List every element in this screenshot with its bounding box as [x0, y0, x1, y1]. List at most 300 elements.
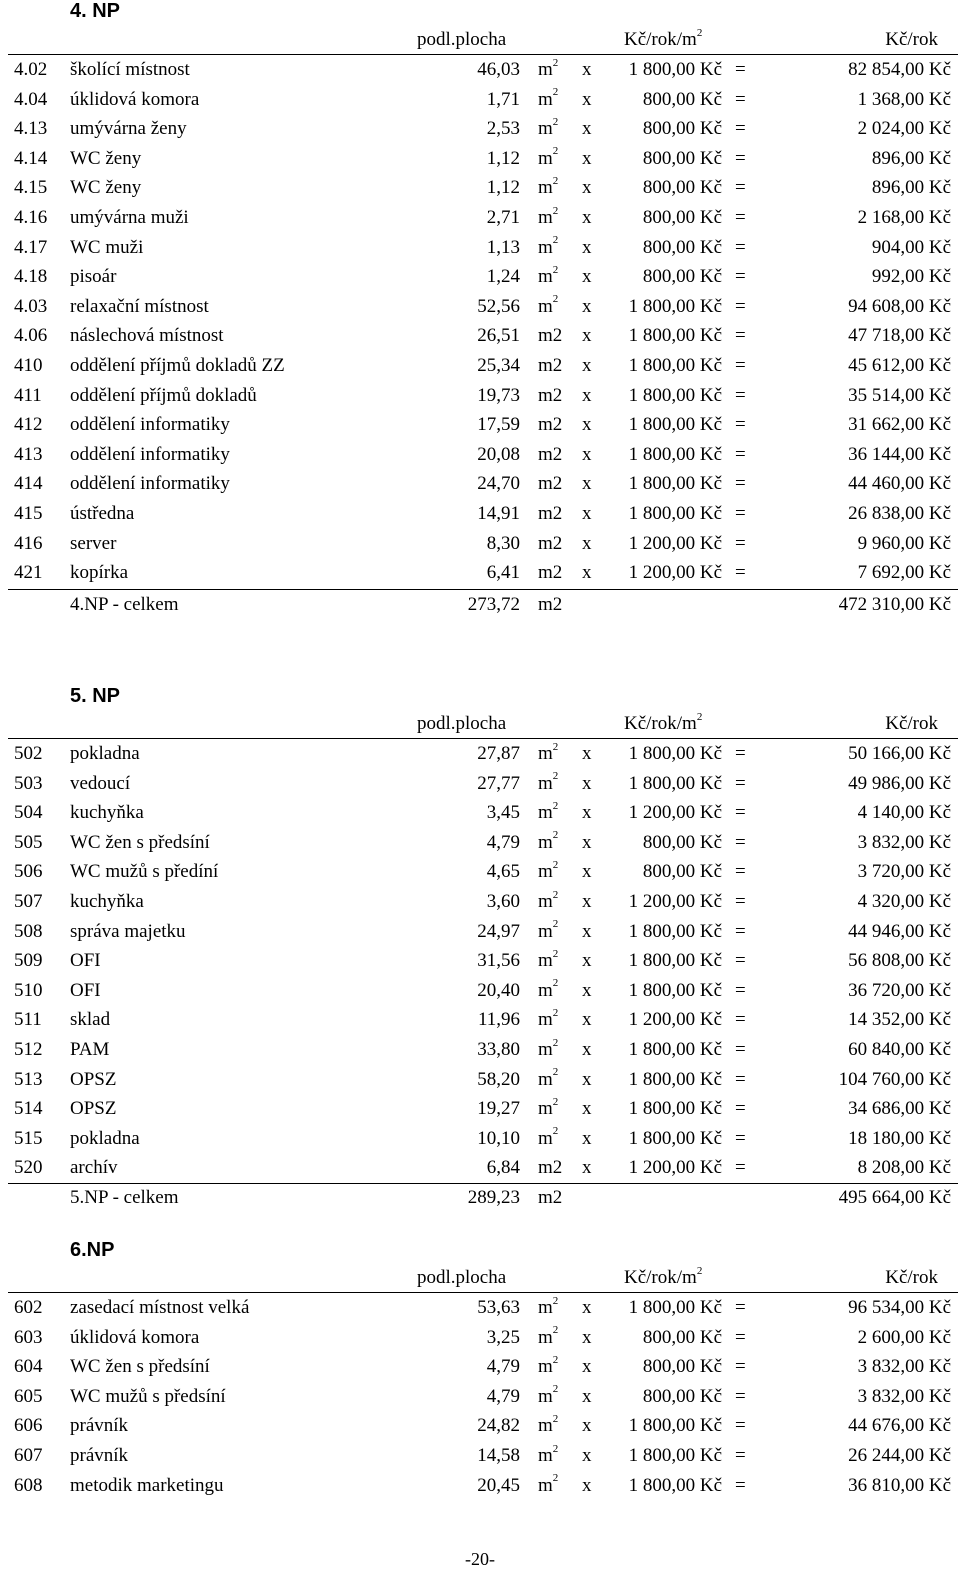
- room-area: 20,08: [477, 443, 520, 465]
- table-row: [0, 918, 960, 948]
- multiply-sign: x: [582, 1297, 592, 1318]
- table-row: [0, 441, 960, 471]
- multiply-sign: x: [582, 355, 592, 376]
- room-area: 3,25: [486, 1326, 520, 1348]
- row-total: 44 946,00 Kč: [848, 920, 951, 942]
- rate-value: 1 800,00 Kč: [628, 295, 722, 317]
- area-unit: m2: [538, 473, 563, 495]
- table-row: [0, 799, 960, 829]
- total-amount: 495 664,00 Kč: [838, 1187, 951, 1208]
- equals-sign: =: [735, 831, 746, 853]
- room-area: 6,41: [486, 562, 520, 584]
- total-area: 273,72: [467, 594, 520, 615]
- row-total: 14 352,00 Kč: [848, 1009, 951, 1031]
- room-name: oddělení informatiky: [70, 473, 230, 495]
- rate-value: 800,00 Kč: [642, 1356, 722, 1378]
- room-number: 602: [14, 1297, 43, 1318]
- rate-value: 1 800,00 Kč: [628, 1127, 722, 1149]
- room-area: 53,63: [477, 1297, 520, 1318]
- area-unit: $m^2$: [538, 770, 559, 794]
- table-row: [0, 56, 960, 86]
- area-unit: $m^2$: [538, 829, 559, 853]
- equals-sign: =: [735, 1385, 746, 1407]
- row-total: 36 720,00 Kč: [848, 979, 951, 1001]
- equals-sign: =: [735, 1415, 746, 1437]
- rate-value: 800,00 Kč: [642, 861, 722, 883]
- rate-value: 800,00 Kč: [642, 266, 722, 288]
- table-row: [0, 382, 960, 412]
- equals-sign: =: [735, 1356, 746, 1378]
- room-number: 4.16: [14, 207, 48, 228]
- room-area: 27,87: [477, 743, 520, 764]
- row-total: 49 986,00 Kč: [848, 772, 951, 794]
- rate-value: 1 200,00 Kč: [628, 1157, 722, 1179]
- multiply-sign: x: [582, 207, 592, 228]
- table-row: [0, 947, 960, 977]
- area-unit: $m^2$: [538, 204, 559, 228]
- rate-value: 1 200,00 Kč: [628, 532, 722, 554]
- area-unit: $m^2$: [538, 293, 559, 317]
- room-number: 510: [14, 979, 43, 1001]
- equals-sign: =: [735, 1009, 746, 1031]
- room-name: WC ženy: [70, 147, 142, 169]
- multiply-sign: x: [582, 891, 592, 912]
- room-name: kuchyňka: [70, 891, 144, 912]
- room-area: 6,84: [486, 1157, 520, 1179]
- area-unit: $m^2$: [538, 1066, 559, 1090]
- equals-sign: =: [735, 325, 746, 347]
- equals-sign: =: [735, 1068, 746, 1090]
- room-number: 508: [14, 920, 43, 942]
- multiply-sign: x: [582, 743, 592, 764]
- room-number: 415: [14, 503, 43, 524]
- row-total: 4 140,00 Kč: [857, 802, 951, 824]
- multiply-sign: x: [582, 1009, 592, 1031]
- header-area: podl.plocha: [417, 29, 507, 50]
- multiply-sign: x: [582, 1445, 592, 1466]
- area-unit: $m^2$: [538, 859, 559, 883]
- room-area: 27,77: [477, 772, 520, 794]
- room-number: 4.04: [14, 88, 48, 110]
- total-area: 289,23: [467, 1187, 520, 1208]
- room-area: 4,79: [486, 1356, 520, 1378]
- table-row: [0, 1472, 960, 1502]
- room-name: relaxační místnost: [70, 295, 209, 317]
- room-area: 33,80: [477, 1039, 520, 1060]
- table-row: [0, 1036, 960, 1066]
- multiply-sign: x: [582, 920, 592, 942]
- equals-sign: =: [735, 920, 746, 942]
- equals-sign: =: [735, 802, 746, 824]
- multiply-sign: x: [582, 1385, 592, 1407]
- area-unit: $m^2$: [538, 1125, 559, 1149]
- row-total: 50 166,00 Kč: [848, 743, 951, 764]
- rate-value: 1 800,00 Kč: [628, 355, 722, 376]
- room-number: 4.17: [14, 236, 48, 258]
- row-total: 35 514,00 Kč: [848, 384, 951, 406]
- row-total: 3 832,00 Kč: [857, 1356, 951, 1378]
- multiply-sign: x: [582, 503, 592, 524]
- table-row: [0, 1006, 960, 1036]
- room-area: 58,20: [477, 1068, 520, 1090]
- area-unit: m2: [538, 503, 563, 524]
- multiply-sign: x: [582, 1098, 592, 1120]
- multiply-sign: x: [582, 532, 592, 554]
- equals-sign: =: [735, 1297, 746, 1318]
- total-label: 4.NP - celkem: [70, 594, 179, 615]
- column-headers: [0, 1264, 960, 1291]
- room-name: pokladna: [70, 1127, 140, 1149]
- area-unit: m2: [538, 325, 563, 347]
- room-area: 20,45: [477, 1474, 520, 1496]
- room-area: 10,10: [477, 1127, 520, 1149]
- rate-value: 800,00 Kč: [642, 1326, 722, 1348]
- header-rate: $Kč/rok/m^2$: [624, 26, 703, 50]
- header-total: Kč/rok: [885, 713, 938, 734]
- multiply-sign: x: [582, 1474, 592, 1496]
- room-number: 603: [14, 1326, 43, 1348]
- room-number: 4.03: [14, 295, 48, 317]
- equals-sign: =: [735, 743, 746, 764]
- rate-value: 1 800,00 Kč: [628, 950, 722, 972]
- multiply-sign: x: [582, 861, 592, 883]
- row-total: 2 024,00 Kč: [857, 118, 951, 140]
- page-number: -20-: [465, 1549, 495, 1569]
- multiply-sign: x: [582, 325, 592, 347]
- row-total: 2 600,00 Kč: [857, 1326, 951, 1348]
- room-name: ústředna: [70, 503, 135, 524]
- row-total: 896,00 Kč: [871, 177, 951, 199]
- equals-sign: =: [735, 503, 746, 524]
- multiply-sign: x: [582, 295, 592, 317]
- room-number: 421: [14, 562, 43, 584]
- row-total: 56 808,00 Kč: [848, 950, 951, 972]
- row-total: 992,00 Kč: [871, 266, 951, 288]
- table-row: [0, 1095, 960, 1125]
- equals-sign: =: [735, 1157, 746, 1179]
- header-total: Kč/rok: [885, 29, 938, 50]
- row-total: 44 460,00 Kč: [848, 473, 951, 495]
- room-area: 2,71: [486, 207, 520, 228]
- area-unit: $m^2$: [538, 175, 559, 199]
- room-number: 503: [14, 772, 43, 794]
- table-row: [0, 470, 960, 500]
- room-number: 4.18: [14, 266, 48, 288]
- table-row: [0, 740, 960, 770]
- total-unit: m2: [538, 594, 563, 615]
- room-name: archív: [70, 1157, 118, 1179]
- room-area: 25,34: [477, 355, 520, 376]
- table-row: [0, 115, 960, 145]
- room-name: WC mužů s předíní: [70, 861, 219, 883]
- section-title: 5. NP: [70, 685, 121, 707]
- room-number: 412: [14, 414, 43, 436]
- room-number: 4.14: [14, 147, 48, 169]
- area-unit: $m^2$: [538, 918, 559, 942]
- multiply-sign: x: [582, 473, 592, 495]
- room-name: PAM: [70, 1039, 110, 1060]
- equals-sign: =: [735, 355, 746, 376]
- area-unit: $m^2$: [538, 56, 559, 80]
- area-unit: $m^2$: [538, 1413, 559, 1437]
- room-number: 4.13: [14, 118, 48, 140]
- row-total: 1 368,00 Kč: [857, 88, 951, 110]
- header-rule: [8, 1292, 958, 1293]
- room-number: 608: [14, 1474, 43, 1496]
- area-unit: $m^2$: [538, 799, 559, 824]
- room-number: 507: [14, 891, 43, 912]
- room-area: 26,51: [477, 325, 520, 347]
- row-total: 96 534,00 Kč: [848, 1297, 951, 1318]
- area-unit: $m^2$: [538, 947, 559, 972]
- room-number: 411: [14, 384, 42, 406]
- rate-value: 1 800,00 Kč: [628, 414, 722, 436]
- header-rate: $Kč/rok/m^2$: [624, 1264, 703, 1288]
- multiply-sign: x: [582, 1415, 592, 1437]
- rate-value: 1 800,00 Kč: [628, 772, 722, 794]
- room-number: 4.06: [14, 325, 48, 347]
- area-unit: $m^2$: [538, 263, 559, 288]
- row-total: 45 612,00 Kč: [848, 355, 951, 376]
- room-name: kuchyňka: [70, 802, 144, 824]
- table-row: [0, 1066, 960, 1096]
- section-total-row: [0, 590, 960, 620]
- area-unit: $m^2$: [538, 1095, 559, 1120]
- room-number: 509: [14, 950, 43, 972]
- room-area: 24,70: [477, 473, 520, 495]
- table-row: [0, 86, 960, 116]
- room-area: 1,12: [486, 177, 520, 199]
- room-name: oddělení informatiky: [70, 414, 230, 436]
- row-total: 7 692,00 Kč: [857, 562, 951, 584]
- equals-sign: =: [735, 236, 746, 258]
- multiply-sign: x: [582, 772, 592, 794]
- room-number: 504: [14, 802, 43, 824]
- rate-value: 1 800,00 Kč: [628, 1297, 722, 1318]
- multiply-sign: x: [582, 236, 592, 258]
- equals-sign: =: [735, 177, 746, 199]
- room-area: 1,24: [486, 266, 520, 288]
- room-name: WC žen s předsíní: [70, 1356, 210, 1378]
- area-unit: $m^2$: [538, 740, 559, 764]
- room-area: 3,60: [486, 891, 520, 912]
- equals-sign: =: [735, 1445, 746, 1466]
- row-total: 3 832,00 Kč: [857, 1385, 951, 1407]
- table-row: [0, 977, 960, 1007]
- room-area: 19,73: [477, 384, 520, 406]
- header-rule: [8, 54, 958, 55]
- column-headers: [0, 710, 960, 737]
- multiply-sign: x: [582, 414, 592, 436]
- equals-sign: =: [735, 295, 746, 317]
- room-area: 4,79: [486, 831, 520, 853]
- room-area: 1,71: [486, 88, 520, 110]
- rate-value: 1 800,00 Kč: [628, 979, 722, 1001]
- section-title: 6.NP: [70, 1239, 115, 1261]
- area-unit: $m^2$: [538, 977, 559, 1001]
- room-name: pokladna: [70, 743, 140, 764]
- table-row: [0, 234, 960, 264]
- rate-value: 1 800,00 Kč: [628, 59, 722, 80]
- rate-value: 1 800,00 Kč: [628, 1039, 722, 1060]
- area-unit: m2: [538, 355, 563, 376]
- row-total: 26 244,00 Kč: [848, 1445, 951, 1466]
- room-number: 414: [14, 473, 43, 495]
- area-unit: m2: [538, 443, 563, 465]
- room-name: umývárna ženy: [70, 118, 187, 140]
- row-total: 31 662,00 Kč: [848, 414, 951, 436]
- rate-value: 1 200,00 Kč: [628, 562, 722, 584]
- row-total: 3 832,00 Kč: [857, 831, 951, 853]
- room-number: 513: [14, 1068, 43, 1090]
- rate-value: 1 800,00 Kč: [628, 384, 722, 406]
- multiply-sign: x: [582, 88, 592, 110]
- room-number: 607: [14, 1445, 43, 1466]
- rate-value: 1 200,00 Kč: [628, 1009, 722, 1031]
- row-total: 36 810,00 Kč: [848, 1474, 951, 1496]
- room-area: 31,56: [477, 950, 520, 972]
- multiply-sign: x: [582, 118, 592, 140]
- table-row: [0, 829, 960, 859]
- equals-sign: =: [735, 59, 746, 80]
- table-row: [0, 263, 960, 293]
- rate-value: 800,00 Kč: [642, 118, 722, 140]
- equals-sign: =: [735, 384, 746, 406]
- rate-value: 800,00 Kč: [642, 1385, 722, 1407]
- rate-value: 1 800,00 Kč: [628, 1098, 722, 1120]
- room-area: 1,12: [486, 147, 520, 169]
- multiply-sign: x: [582, 177, 592, 199]
- room-number: 413: [14, 443, 43, 465]
- area-unit: m2: [538, 1157, 563, 1179]
- total-unit: m2: [538, 1187, 563, 1208]
- room-area: 3,45: [486, 802, 520, 824]
- room-number: 604: [14, 1356, 43, 1378]
- room-number: 502: [14, 743, 43, 764]
- room-name: oddělení příjmů dokladů ZZ: [70, 355, 285, 376]
- multiply-sign: x: [582, 562, 592, 584]
- rate-value: 1 800,00 Kč: [628, 325, 722, 347]
- multiply-sign: x: [582, 1039, 592, 1060]
- room-name: kopírka: [70, 562, 129, 584]
- room-number: 606: [14, 1415, 43, 1437]
- table-row: [0, 1383, 960, 1413]
- room-name: server: [70, 532, 117, 554]
- equals-sign: =: [735, 1326, 746, 1348]
- area-unit: $m^2$: [538, 1036, 559, 1060]
- room-name: náslechová místnost: [70, 325, 224, 347]
- room-area: 1,13: [486, 236, 520, 258]
- room-name: OPSZ: [70, 1068, 117, 1090]
- room-name: WC muži: [70, 236, 144, 258]
- area-unit: $m^2$: [538, 1007, 559, 1031]
- equals-sign: =: [735, 1474, 746, 1496]
- multiply-sign: x: [582, 1157, 592, 1179]
- room-number: 506: [14, 861, 43, 883]
- area-unit: $m^2$: [538, 234, 559, 258]
- area-unit: m2: [538, 414, 563, 436]
- room-area: 4,79: [486, 1385, 520, 1407]
- room-number: 505: [14, 831, 43, 853]
- room-name: právník: [70, 1415, 129, 1437]
- table-row: [0, 888, 960, 918]
- header-area: podl.plocha: [417, 1267, 507, 1288]
- room-area: 19,27: [477, 1098, 520, 1120]
- row-total: 896,00 Kč: [871, 147, 951, 169]
- table-row: [0, 1154, 960, 1184]
- room-area: 46,03: [477, 59, 520, 80]
- equals-sign: =: [735, 118, 746, 140]
- rate-value: 1 800,00 Kč: [628, 1068, 722, 1090]
- multiply-sign: x: [582, 979, 592, 1001]
- table-row: [0, 500, 960, 530]
- rate-value: 1 800,00 Kč: [628, 920, 722, 942]
- table-row: [0, 1125, 960, 1155]
- room-name: oddělení informatiky: [70, 443, 230, 465]
- row-total: 47 718,00 Kč: [848, 325, 951, 347]
- room-area: 17,59: [477, 414, 520, 436]
- table-row: [0, 411, 960, 441]
- equals-sign: =: [735, 473, 746, 495]
- section-title: 4. NP: [70, 0, 121, 22]
- table-row: [0, 352, 960, 382]
- area-unit: $m^2$: [538, 1442, 559, 1466]
- multiply-sign: x: [582, 1356, 592, 1378]
- rate-value: 1 800,00 Kč: [628, 1445, 722, 1466]
- row-total: 18 180,00 Kč: [848, 1127, 951, 1149]
- table-row: [0, 204, 960, 234]
- equals-sign: =: [735, 861, 746, 883]
- area-unit: $m^2$: [538, 1472, 559, 1496]
- room-number: 512: [14, 1039, 43, 1060]
- multiply-sign: x: [582, 1326, 592, 1348]
- area-unit: $m^2$: [538, 1324, 559, 1348]
- rate-value: 1 800,00 Kč: [628, 473, 722, 495]
- equals-sign: =: [735, 772, 746, 794]
- equals-sign: =: [735, 891, 746, 912]
- room-name: úklidová komora: [70, 88, 200, 110]
- equals-sign: =: [735, 562, 746, 584]
- area-unit: $m^2$: [538, 86, 559, 110]
- row-total: 82 854,00 Kč: [848, 59, 951, 80]
- room-name: oddělení příjmů dokladů: [70, 384, 257, 406]
- table-row: [0, 530, 960, 560]
- row-total: 8 208,00 Kč: [857, 1157, 951, 1179]
- rate-value: 1 800,00 Kč: [628, 503, 722, 524]
- room-area: 14,91: [477, 503, 520, 524]
- row-total: 60 840,00 Kč: [848, 1039, 951, 1060]
- multiply-sign: x: [582, 950, 592, 972]
- table-row: [0, 1294, 960, 1324]
- room-number: 416: [14, 532, 43, 554]
- header-area: podl.plocha: [417, 713, 507, 734]
- room-name: správa majetku: [70, 920, 186, 942]
- total-label: 5.NP - celkem: [70, 1187, 179, 1208]
- equals-sign: =: [735, 147, 746, 169]
- room-name: OFI: [70, 950, 101, 972]
- rate-value: 800,00 Kč: [642, 831, 722, 853]
- table-row: [0, 145, 960, 175]
- multiply-sign: x: [582, 147, 592, 169]
- table-row: [0, 858, 960, 888]
- room-area: 14,58: [477, 1445, 520, 1466]
- area-unit: $m^2$: [538, 145, 559, 169]
- header-total: Kč/rok: [885, 1267, 938, 1288]
- room-number: 520: [14, 1157, 43, 1179]
- rate-value: 1 200,00 Kč: [628, 891, 722, 912]
- area-unit: $m^2$: [538, 115, 559, 140]
- room-area: 20,40: [477, 979, 520, 1001]
